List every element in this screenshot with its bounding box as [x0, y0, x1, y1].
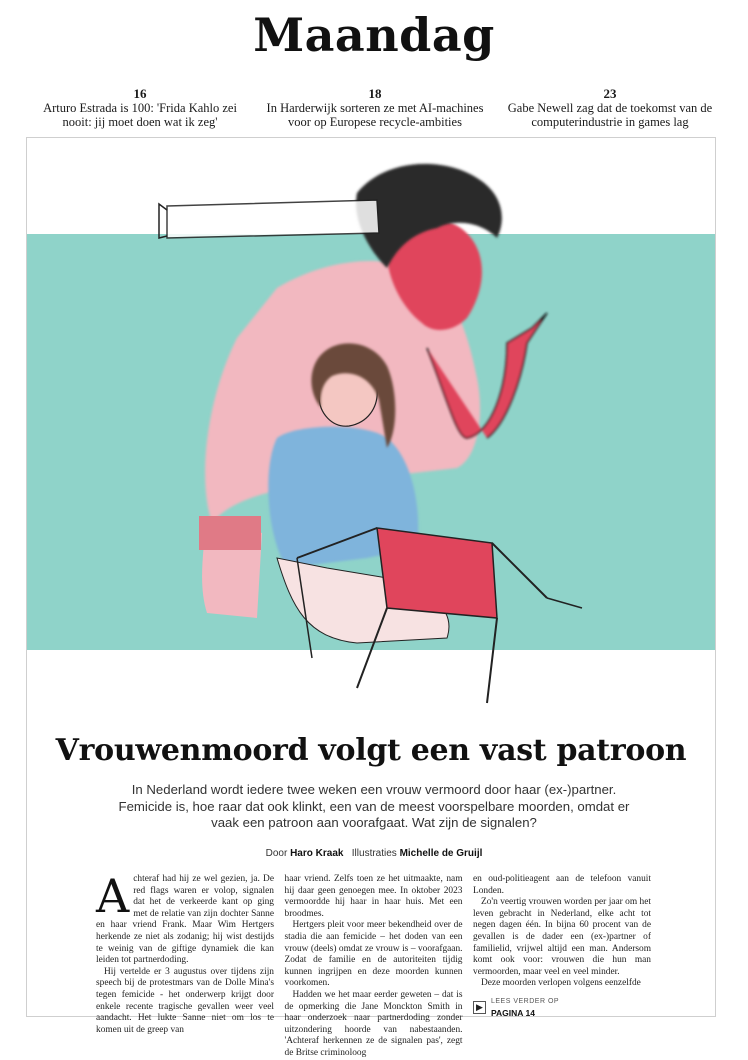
man-belt	[199, 516, 261, 550]
arrow-right-icon: ▶	[473, 1001, 486, 1014]
article-body	[96, 869, 651, 1060]
body-paragraph: Zo'n veertig vrouwen worden per jaar om het leven gebracht in Nederland, elke acht tot negen dagen één. In bijna 60 procent van de gevallen is de dader een (ex-)partner of familielid, vrijwel altijd een man. Andersom komt ook voor: vrouwen die hun man vermoorden, maar veel en veel minder.	[473, 897, 651, 977]
teaser-1[interactable]	[30, 87, 250, 129]
teaser-page-number: 23	[603, 86, 617, 101]
byline	[0, 848, 748, 859]
byline-illus-label: Illustraties	[351, 848, 397, 859]
teaser-page-number: 16	[133, 86, 147, 101]
read-more-page: PAGINA 14	[491, 1007, 535, 1018]
teaser-3[interactable]	[500, 87, 720, 129]
body-paragraph	[96, 869, 274, 967]
body-paragraph: Deze moorden verlopen volgens eenzelfde	[481, 978, 641, 989]
body-column-3	[473, 874, 651, 1060]
teaser-text: In Harderwijk sorteren ze met AI-machines voor op Europese recycle-ambities	[266, 101, 484, 129]
teaser-page-number: 18	[368, 86, 382, 101]
article-intro: In Nederland wordt iedere twee weken een vrouw vermoord door haar (ex-)partner. Femicide is, hoe raar dat ook klinkt, een van de meest voorspelbare moorden, omdat er vaak een patroon aan voorafgaat. Wat zijn de signalen?	[118, 782, 630, 830]
gun-arm	[167, 200, 379, 238]
byline-by-label: Door	[265, 848, 288, 859]
body-column-2	[285, 874, 463, 1060]
byline-author: Haro Kraak	[290, 848, 344, 859]
body-paragraph: Hij vertelde er 3 augustus over tijdens zijn speech bij de protestmars van de Dolle Mina's tegen femicide - het onderwerp krijgt door enkele recente tragische gevallen weer veel aandacht. Het lukte Sanne niet om los te komen uit de greep van	[96, 966, 274, 1035]
teaser-text: Gabe Newell zag dat de toekomst van de computerindustrie in games lag	[507, 101, 713, 129]
article-headline: Vrouwenmoord volgt een vast patroon	[55, 733, 687, 768]
teaser-2[interactable]	[265, 87, 485, 129]
teaser-text: Arturo Estrada is 100: 'Frida Kahlo zei nooit: jij moet doen wat ik zeg'	[43, 101, 237, 129]
illustration-artwork	[27, 138, 715, 728]
chair	[377, 528, 497, 618]
read-more-link[interactable]	[473, 996, 651, 1019]
byline-illustrator: Michelle de Gruijl	[399, 848, 483, 859]
body-paragraph: haar vriend. Zelfs toen ze het uitmaakte, nam hij daar geen genoegen mee. In oktober 2023 vermoordde hij haar in haar huis. Met een broodmes.	[284, 874, 463, 919]
body-paragraph: en oud-politieagent aan de telefoon vanuit Londen.	[473, 874, 651, 896]
read-more-label: LEES VERDER OP	[491, 997, 560, 1005]
body-paragraph: Hertgers pleit voor meer bekendheid over de stadia die aan femicide – het doden van een vrouw (deels) omdat ze vrouw is – voorafgaan. Zodat de familie en de autoriteiten tijdig kunnen ingrijpen en deze moorden kunnen voorkomen.	[284, 920, 463, 989]
body-column-1	[96, 869, 274, 1060]
body-paragraph: Hadden we het maar eerder geweten – dat is de opmerking die Jane Monckton Smith in haar onderzoek naar partnerdoding zonder uitzondering hoorde van nabestaanden. 'Achteraf herkennen ze de signalen pas', zegt de Britse criminoloog	[284, 989, 463, 1058]
masthead-title: Maandag	[253, 8, 495, 62]
body-text: chteraf had hij ze wel gezien, ja. De red flags waren er volop, signalen dat het de verkeerde kant op ging met de relatie van zijn dochter Sanne en haar vriend Frank. Maar Wim Hertgers herkende ze niet als zodanig; hij wist destijds te weinig van de giftige dynamiek die kan leiden tot partnerdoding.	[96, 874, 274, 966]
teaser-row	[30, 87, 720, 129]
dropcap: A	[96, 869, 130, 923]
article-illustration	[27, 138, 715, 728]
